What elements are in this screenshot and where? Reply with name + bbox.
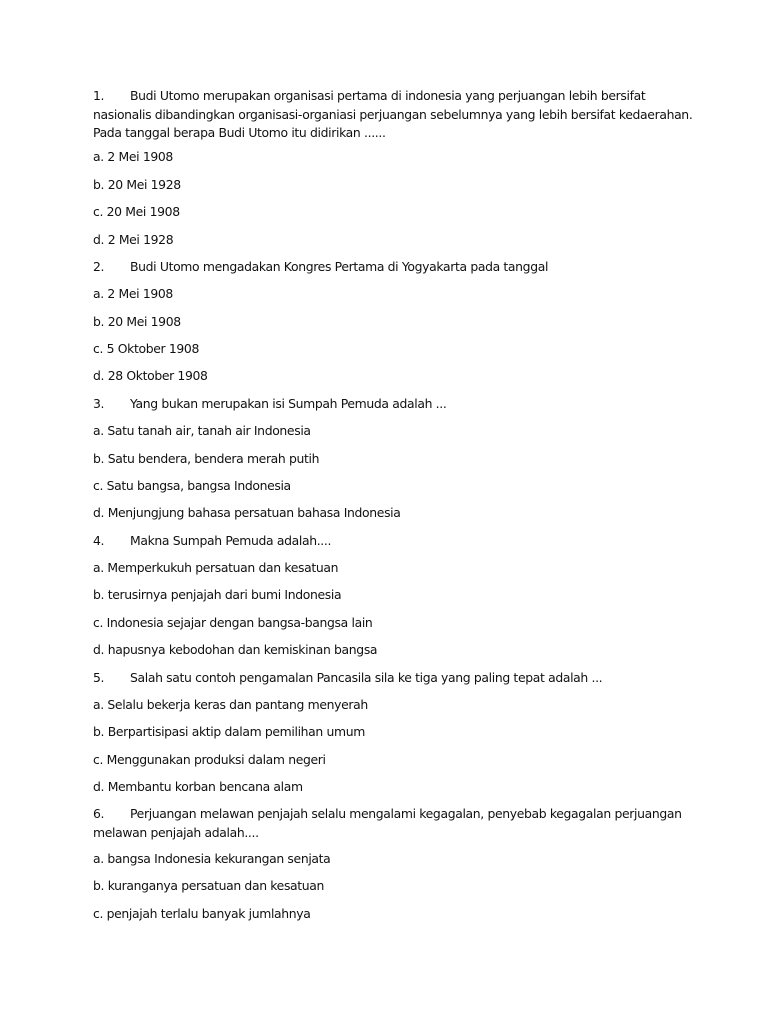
answer-option: b. kuranganya persatuan dan kesatuan xyxy=(93,878,325,893)
answer-option: d. hapusnya kebodohan dan kemiskinan bangsa xyxy=(93,642,378,657)
answer-option: a. 2 Mei 1908 xyxy=(93,286,173,301)
question-text: Budi Utomo merupakan organisasi pertama di indonesia yang perjuangan lebih bersifat xyxy=(130,88,646,103)
answer-option: c. 20 Mei 1908 xyxy=(93,204,180,219)
question-number: 1. xyxy=(93,88,105,103)
answer-option: a. Satu tanah air, tanah air Indonesia xyxy=(93,423,311,438)
question-text: Yang bukan merupakan isi Sumpah Pemuda adalah ... xyxy=(130,396,447,411)
question-5 xyxy=(93,669,693,688)
question-text: melawan penjajah adalah.... xyxy=(93,824,259,840)
answer-option: a. Memperkukuh persatuan dan kesatuan xyxy=(93,560,339,575)
answer-option: c. Satu bangsa, bangsa Indonesia xyxy=(93,478,291,493)
question-text: Budi Utomo mengadakan Kongres Pertama di Yogyakarta pada tanggal xyxy=(130,259,549,274)
question-text: nasionalis dibandingkan organisasi-organiasi perjuangan sebelumnya yang lebih bersifat kedaerahan. xyxy=(93,106,693,122)
question-number: 4. xyxy=(93,533,105,548)
answer-option: c. Indonesia sejajar dengan bangsa-bangsa lain xyxy=(93,615,373,630)
question-text: Perjuangan melawan penjajah selalu mengalami kegagalan, penyebab kegagalan perjuangan xyxy=(130,806,682,821)
answer-option: b. Berpartisipasi aktip dalam pemilihan umum xyxy=(93,724,365,739)
answer-option: a. Selalu bekerja keras dan pantang menyerah xyxy=(93,697,368,712)
question-1 xyxy=(93,87,693,143)
answer-option: b. 20 Mei 1928 xyxy=(93,177,181,192)
question-text: Pada tanggal berapa Budi Utomo itu didirikan ...... xyxy=(93,125,386,140)
question-4 xyxy=(93,532,693,551)
answer-option: a. bangsa Indonesia kekurangan senjata xyxy=(93,851,331,866)
question-text: Makna Sumpah Pemuda adalah.... xyxy=(130,533,332,548)
question-number: 5. xyxy=(93,670,105,685)
question-number: 2. xyxy=(93,259,105,274)
question-number: 6. xyxy=(93,806,105,821)
answer-option: d. Membantu korban bencana alam xyxy=(93,779,303,794)
answer-option: c. Menggunakan produksi dalam negeri xyxy=(93,752,326,767)
question-3 xyxy=(93,395,693,414)
answer-option: c. penjajah terlalu banyak jumlahnya xyxy=(93,906,311,921)
question-number: 3. xyxy=(93,396,105,411)
answer-option: b. terusirnya penjajah dari bumi Indonesia xyxy=(93,587,342,602)
answer-option: d. 28 Oktober 1908 xyxy=(93,368,208,383)
question-6 xyxy=(93,805,693,842)
answer-option: c. 5 Oktober 1908 xyxy=(93,341,199,356)
answer-option: d. Menjungjung bahasa persatuan bahasa Indonesia xyxy=(93,505,401,520)
answer-option: b. 20 Mei 1908 xyxy=(93,314,181,329)
question-text: Salah satu contoh pengamalan Pancasila sila ke tiga yang paling tepat adalah ... xyxy=(130,670,603,685)
answer-option: b. Satu bendera, bendera merah putih xyxy=(93,451,320,466)
question-2 xyxy=(93,258,693,277)
answer-option: d. 2 Mei 1928 xyxy=(93,232,174,247)
answer-option: a. 2 Mei 1908 xyxy=(93,149,173,164)
